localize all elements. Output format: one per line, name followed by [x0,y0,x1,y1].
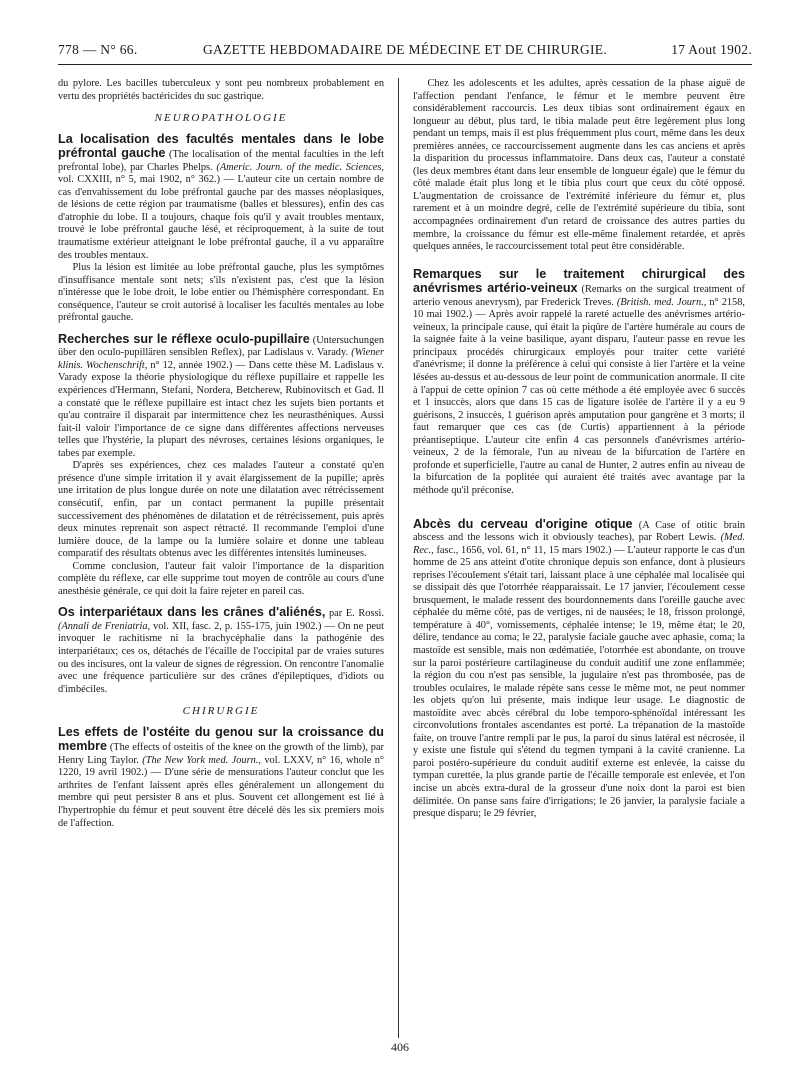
article-title: Os interpariétaux dans les crânes d'aliénés, [58,605,326,620]
article-meta: (Remarks on the surgical treatment of arterio venous anevrysm), par Frederick Treves. [413,284,745,308]
left-column [58,78,384,830]
article-journal: (Wiener klinis. Wochenschrift, [58,347,384,371]
article-paragraph: Plus la lésion est limitée au lobe préfrontal gauche, plus les symptômes d'insuffisance mentale sont nets; s'ils n'existent pas, c'est que la lésion n'intéresse que le lobe droit, le lobe entier ou l'hémisphère correspondant. En conséquence, l'auteur se croit autorisé à localiser les facultés mentales au lobe préfrontal gauche. [58,262,384,324]
footer-page-number: 406 [391,1040,409,1054]
article-title: Recherches sur le réflexe oculo-pupillaire [58,331,310,346]
article-meta: (A Case of otitic brain abscess and the lessons wich it obviously teaches), par Robert Lewis. [413,519,745,544]
continuation-text: Chez les adolescents et les adultes, après cessation de la phase aiguë de l'affection pendant l'enfance, le fémur et le membre peuvent être considérablement raccourcis. Les deux tibias sont ordinairement égaux en longueur au début, plus tard, le tibia malade peut être legèrement plus long pendant un temps, mais il est plus fréquemment plus court, même dans les deux premières années, ce raccourcissement augmente dans les cas anciens et après la disparition du processus inflammatoire. Dans deux cas, l'auteur a constaté (les deux membres étant dans leur ensemble de longueur égale) que le fémur du côté malade était plus long et le tibia plus court que ceux du côté opposé. L'augmentation de croissance de l'extrémité inférieure du fémur et, plus rarement et à un moindre degré, celle de l'extrémité supérieure du tibia, sont accompagnées ordinairement d'un retard de croissance des autres parties du membre, la croissance du fémur est elle-même finalement retardée, et après quelques années, le raccourcissement total peut être considérable. [413,78,745,253]
article-paragraph: D'après ses expériences, chez ces malades l'auteur a constaté qu'en présence d'une simple irritation il y avait élargissement de la pupille; après une irritation de plus longue durée on note une dilatation avec rétrécissement consécutif, enfin, par un contact permanent la pupille présentait successivement des phénomènes de dilatation et de rétrécissement, puis après deux minutes reprenait son aspect rétracté. Il recommande l'emploi d'une lumière douce, de la lampe ou la lumière solaire et donne une tableau comparatif des résultats obtenus avec les différentes intensités lumineuses. [58,460,384,560]
article-ref: n° 12, année 1902.) — [147,359,249,371]
article-meta: (The effects of osteitis of the knee on the growth of the limb), par Henry Ling Taylor. [58,742,384,766]
article-meta: (Untersuchungen über den oculo-pupillären sensiblen Reflex), par Ladislaus v. Varady. [58,334,384,359]
article-title: Les effets de l'ostéite du genou sur la croissance du membre [58,724,384,754]
article-body: Après avoir rappelé la rareté actuelle des anévrismes artério-veineux, la principale cause, qui était la piqûre de l'artère humérale au cours de la saignée faite à la veine basilique, ayant disparu, l'auteur passe en revue les principaux procédés chirurgicaux employés pour traiter cette variété d'anévrisme; il donne la préférence à celui qui consiste à lier l'artère et la veine lésées au-dessus et au-dessous de leur point de communication anormale. Il cite à l'appui de cette opinion 7 cas où cette méthode a été employée avec 6 succès et 1 insuccès, alors que dans 15 cas de ligature isolée de l'artère il y a eu 9 guérisons, 2 insuccès, 1 guérison après amputation pour gangrène et 3 morts; il faut remarquer que ces cas (de Curtis) appartiennent à la période préantiseptique. L'auteur cite enfin 4 cas personnels d'anévrismes artério-veineux, 2 de la fémorale, l'un au niveau de la bifurcation de l'artère en profonde et superficielle, l'autre au canal de Hunter, 2 autres enfin au niveau de la bifurcation de la poplitée qui auraient été traités avec avantage par la méthode qu'il préconise. [413,309,745,496]
article-osteite-genou [58,726,384,830]
article-os-interparietaux [58,606,384,696]
section-heading-chirurgie: CHIRURGIE [182,705,260,718]
header-journal-title: GAZETTE HEBDOMADAIRE DE MÉDECINE ET DE CHIRURGIE. [202,42,608,57]
article-paragraph: Comme conclusion, l'auteur fait valoir l'importance de la disparition complète du réflexe, car elle supprime tout moyen de contrôle au cours d'une anesthésie générale, ce qui doit la faire rejeter en pareil cas. [58,560,384,597]
article-title: Remarques sur le traitement chirurgical des anévrismes artério-veineux [413,266,745,296]
header-page-number: 778 — N° 66. [58,42,138,57]
article-localisation-facultes [58,133,384,325]
article-ref: vol. CXXIII, n° 5, mai 1902, n° 362.) — [58,174,238,186]
section-heading-neuropathologie: NEUROPATHOLOGIE [154,112,288,125]
article-meta: (The localisation of the mental faculties in the left prefrontal lobe), par Charles Phelps. [58,149,384,173]
right-column [413,78,745,821]
article-body: On ne peut invoquer le rachitisme ni la brachycéphalie dans la pathogénie des interpariétaux; ces os, détachés de l'écaille de l'occipital par de vraies sutures ou des incisures, ont la valeur de signes de régression. On rencontre l'anomalie avec une fréquence particulière sur des crânes d'épileptiques, d'idiots ou d'imbéciles. [58,620,385,695]
article-ref: vol. LXXV, n° 16, whole n° 1220, 19 avril 1902.) — [58,754,384,779]
header-date: 17 Aout 1902. [671,42,752,57]
continuation-text: du pylore. Les bacilles tuberculeux y sont peu nombreux probablement en vertu des propriétés bactéricides du suc gastrique. [58,78,384,102]
article-body: L'auteur cite un certain nombre de cas d'envahissement du lobe préfrontal gauche par des masses néoplasiques, de lésions de cette région par traumatisme (balles et blessures), enfin des cas d'atrophie du lobe. Il a toujours, chaque fois qu'il y avait troubles mentaux, trouvé le lobe préfrontal gauche lésé, et réciproquement, à la suite de tout traumatisme extérieur atteignant le lobe préfrontal gauche, il a vu apparaître des troubles mentaux. [58,174,384,261]
article-meta: par E. Rossi. [325,608,384,620]
article-title: Abcès du cerveau d'origine otique [413,516,633,531]
article-body: D'une série de mensurations l'auteur conclut que les arthrites de l'enfant laissent après elles généralement un allongement du membre qui peut persister 8 ans et plus. Souvent cet allongement est lié à l'hypertrophie du fémur et peut souvent être décelé dès les six premiers mois de l'affection. [58,767,384,829]
article-journal: (British. med. Journ., [616,296,707,308]
article-abces-cerveau [413,518,745,821]
article-reflexe-oculo-pupillaire [58,333,384,598]
article-ref: fasc., 1656, vol. 61, n° 11, 15 mars 1902.) — [433,544,628,556]
article-body: Dans cette thèse M. Ladislaus v. Varady expose la théorie physiologique du réflexe pupillaire et rappelle les expériences d'Hermann, Stefani, Nordera, Betcherew, Rubinovitsch et Gad. Il a constaté que le réflexe pupillaire est intact chez les sujets bien portants et qu'au contraire il disparait par intermittence chez les neurasthéniques. Aussi fait-il valoir l'importance de ce signe dans différentes affections nerveuses telles que l'hystérie, la plupart des névroses, certaines lésions organiques, le tabes par exemple. [58,359,385,459]
article-title: La localisation des facultés mentales dans le lobe préfrontal gauche [58,131,384,161]
running-header [58,40,752,65]
article-journal: (Med. Rec., [413,532,745,556]
article-journal: (Americ. Journ. of the medic. Sciences, [216,161,384,173]
column-divider [398,78,399,1038]
article-anevrismes [413,268,745,498]
article-ref: n° 2158, 10 mai 1902.) — [413,296,745,321]
article-ref: vol. XII, fasc. 2, p. 155-175, juin 1902.) — [150,620,338,632]
article-journal: (The New York med. Journ., [142,754,261,766]
article-journal: (Annali de Freniatria, [58,620,151,632]
article-body: L'auteur rapporte le cas d'un homme de 25 ans atteint d'otite chronique depuis son enfance, dont à plusieurs reprises l'écoulement s'était tari, laissant place à une céphalée mal localisée qui se dissipait dès que l'otorrhée réapparaissait. Le 17 janvier, l'écoulement cesse brusquement, le malade ressent des bourdonnements dans l'oreille gauche avec céphalée du même côté, pas de vertiges, ni de nausées; le 18, frisson prolongé, température à 40°, vomissements, céphalée intense; le 19, même état; le 20, délire, tendance au coma; le 22, paralysie faciale gauche avec aphasie, coma; la mastoïde est sensible, mais non œdématiée, l'otorrhée est abondante, on trouve sur la paroi postérieure cartilagineuse du conduit auditif une zone enflammée; la région du cou n'est pas sensible, la jugulaire n'est pas thrombosée, pas de troubles oculaires, le malade répète sans cesse le même mot, ne peut nommer les objets qu'on lui présente, mais indique leur usage. Le diagnostic de mastoïdite avec abcès cérébral du lobe temporo-sphénoïdal intéressant les circonvolutions frontales ascendantes est porté. La trépanation de la mastoïde faite, on trouve l'antre rempli par le pus, la paroi du sinus latéral est nécrosée, il y existe une fistule qui s'étend du tegmen tympani à la cavité cranienne. La paroi postéro-supérieure du conduit auditif externe est enlevée, la caisse du tympan curettée, la plus grande partie de l'écaille temporale est enlevée, et l'on incise un abcès extra-dural de la grosseur d'une noix dont la paroi est bien délimitée. On panse sans faire d'irrigations; le 26 janvier, la paralysie faciale a presque disparu; le 29 février, [413,544,745,820]
